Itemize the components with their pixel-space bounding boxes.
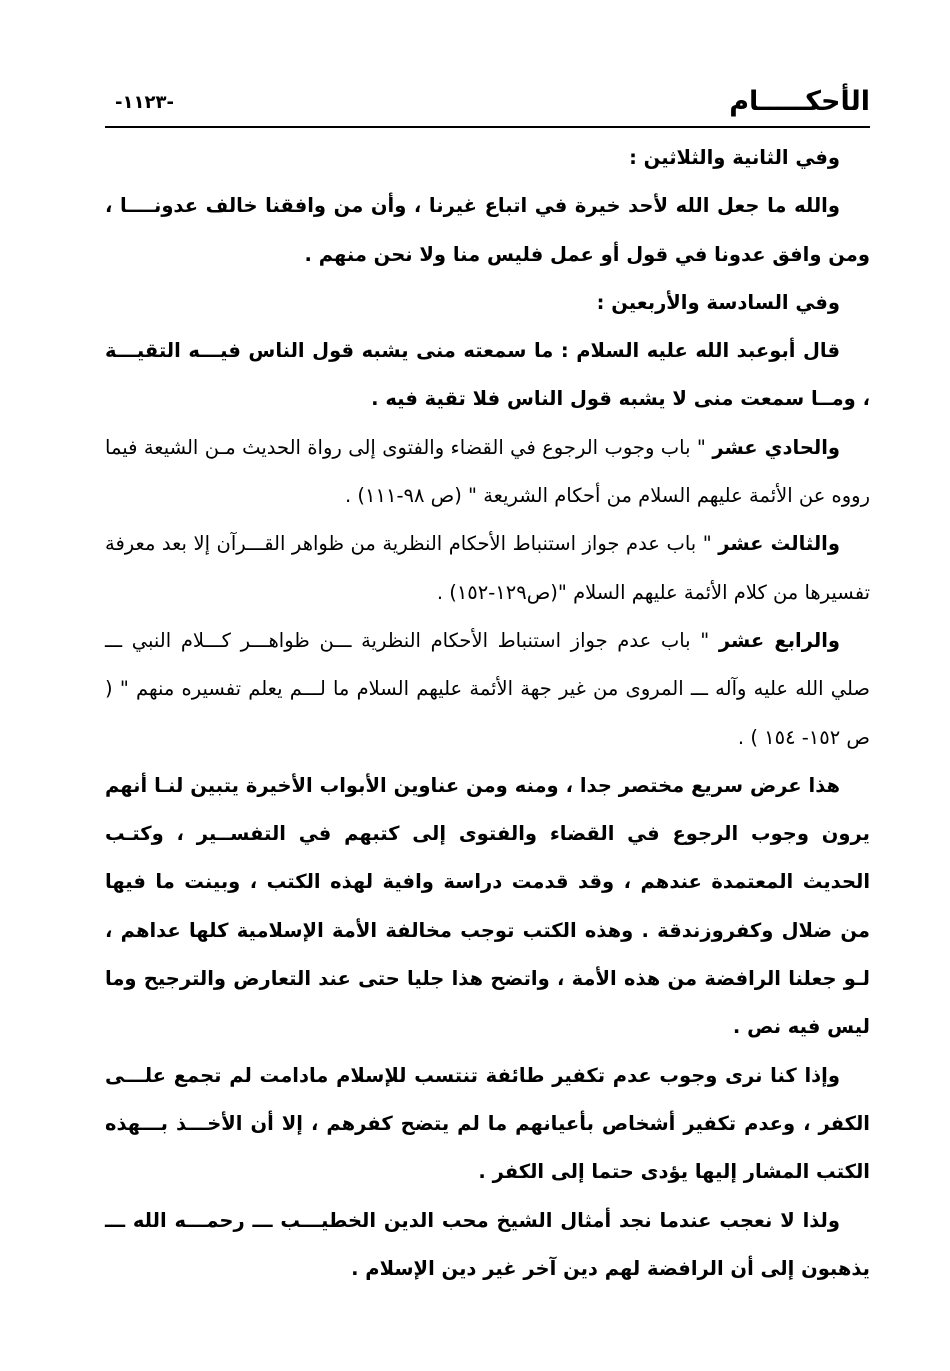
paragraph [105, 762, 870, 1052]
paragraph-text: وإذا كنا نرى وجوب عدم تكفير طائفة تنتسب للإسلام مادامت لم تجمع علـــى الكفر ، وعدم تكفير أشخاص بأعيانهم ما لم يتضح كفرهم ، إلا أن الأخـــذ بـــهذه الكتب المشار إليها يؤدى حتما إلى الكفر . [105, 1063, 870, 1184]
document-page [105, 80, 870, 1293]
paragraph-lead: والثالث عشر [718, 532, 840, 556]
paragraph-lead: والحادي عشر [712, 435, 841, 459]
paragraph-text: وفي السادسة والأربعين : [596, 290, 840, 314]
paragraph [105, 520, 870, 617]
body-text [105, 134, 870, 1293]
page-number: -١١٢٣- [115, 92, 174, 113]
paragraph [105, 279, 870, 327]
paragraph-text: ولذا لا نعجب عندما نجد أمثال الشيخ محب الدين الخطيـــب ـــ رحمـــه الله ـــ يذهبون إلى أن الرافضة لهم دين آخر غير دين الإسلام . [105, 1208, 870, 1280]
paragraph-lead: والرابع عشر [718, 628, 840, 652]
paragraph-text: والله ما جعل الله لأحد خيرة في اتباع غيرنا ، وأن من وافقنا خالف عدونــــا ، ومن وافق عدونا في قول أو عمل فليس منا ولا نحن منهم . [105, 194, 870, 266]
paragraph [105, 1052, 870, 1197]
paragraph-text: هذا عرض سريع مختصر جدا ، ومنه ومن عناوين الأبواب الأخيرة يتبين لنـا أنهم يرون وجوب الرجوع في القضاء والفتوى إلى كتبهم في التفســير ، وكتـب الحديث المعتمدة عندهم ، وقد قدمت دراسة وافية لهذه الكتب ، وبينت ما فيها من ضلال وكفروزندقة . وهذه الكتب توجب مخالفة الأمة الإسلامية كلها عداهم ، لـو جعلنا الرافضة من هذه الأمة ، واتضح هذا جليا حتى عند التعارض والترجيح وما ليس فيه نص . [105, 773, 870, 1039]
paragraph [105, 617, 870, 762]
paragraph-text: قال أبوعبد الله عليه السلام : ما سمعته منى يشبه قول الناس فيـــه التقيـــة ، ومــا سمعت منى لا يشبه قول الناس فلا تقية فيه . [105, 339, 870, 411]
header-title: الأحكـــــام [729, 86, 870, 117]
page-header [105, 80, 870, 128]
paragraph-text: وفي الثانية والثلاثين : [629, 146, 840, 169]
paragraph [105, 1197, 870, 1294]
paragraph [105, 182, 870, 279]
paragraph-text: " باب وجوب الرجوع في القضاء والفتوى إلى رواة الحديث مـن الشيعة فيما رووه عن الأئمة عليهم السلام من أحكام الشريعة " (ص ٩٨-١١١) . [105, 435, 870, 508]
paragraph [105, 327, 870, 424]
paragraph [105, 134, 870, 182]
paragraph-text: " باب عدم جواز استنباط الأحكام النظرية ـــن ظواهـــر كـــلام النبي ـــ صلي الله عليه وآله ـــ المروى من غير جهة الأئمة عليهم السلام ما لـــم يعلم تفسيره منهم " ( ص ١٥٢- ١٥٤ ) . [105, 628, 870, 749]
paragraph-text: " باب عدم جواز استنباط الأحكام النظرية من ظواهر القـــرآن إلا بعد معرفة تفسيرها من كلام الأئمة عليهم السلام "(ص١٢٩-١٥٢) . [105, 532, 870, 604]
paragraph [105, 424, 870, 521]
